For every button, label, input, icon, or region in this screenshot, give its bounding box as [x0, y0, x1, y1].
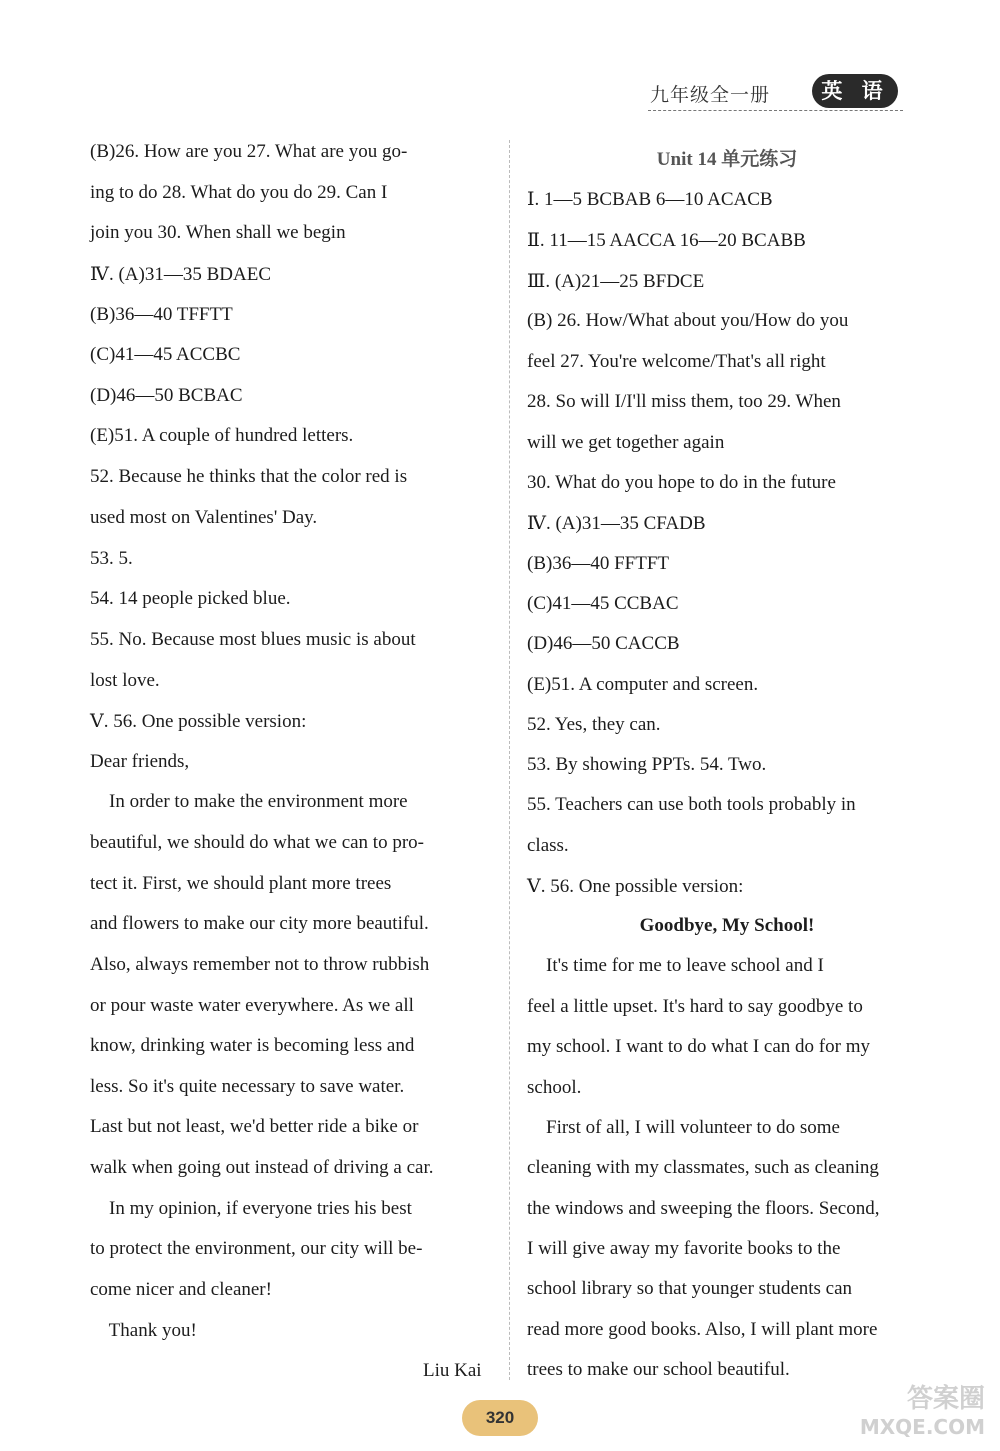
page-number: 320 — [462, 1400, 538, 1436]
text-line: less. So it's quite necessary to save water. — [90, 1076, 405, 1097]
text-line: walk when going out instead of driving a car. — [90, 1157, 434, 1178]
text-line: (C)41—45 CCBAC — [527, 593, 679, 614]
text-line: 55. Teachers can use both tools probably in — [527, 794, 856, 815]
text-line: It's time for me to leave school and I — [527, 955, 824, 976]
text-line: beautiful, we should do what we can to pro- — [90, 832, 424, 853]
unit-title: Unit 14 单元练习 — [656, 149, 798, 170]
text-line: my school. I want to do what I can do for my — [527, 1036, 870, 1057]
text-line: used most on Valentines' Day. — [90, 507, 318, 528]
text-line: the windows and sweeping the floors. Second, — [527, 1198, 880, 1219]
watermark-logo — [820, 1385, 985, 1445]
subject-badge: 英 语 — [812, 74, 898, 108]
text-line: Ⅳ. (A)31—35 CFADB — [527, 513, 706, 534]
text-line: (E)51. A couple of hundred letters. — [90, 425, 354, 446]
text-line: read more good books. Also, I will plant more — [527, 1319, 878, 1340]
text-line: (B)36—40 TFFTT — [90, 304, 233, 325]
text-line: ing to do 28. What do you do 29. Can I — [90, 182, 388, 203]
text-line: (D)46—50 BCBAC — [90, 385, 243, 406]
text-line: Ⅰ. 1—5 BCBAB 6—10 ACACB — [527, 189, 773, 210]
text-line: 53. 5. — [90, 548, 133, 569]
text-line: I will give away my favorite books to the — [527, 1238, 841, 1259]
text-line: (B) 26. How/What about you/How do you — [527, 310, 849, 331]
text-line: Ⅲ. (A)21—25 BFDCE — [527, 271, 705, 292]
text-line: Also, always remember not to throw rubbish — [90, 954, 430, 975]
text-line: feel a little upset. It's hard to say goodbye to — [527, 996, 863, 1017]
text-line: and flowers to make our city more beautiful. — [90, 913, 429, 934]
text-line: Dear friends, — [90, 751, 190, 772]
essay-title: Goodbye, My School! — [639, 915, 815, 936]
text-line: come nicer and cleaner! — [90, 1279, 272, 1300]
text-line: (C)41—45 ACCBC — [90, 344, 241, 365]
text-line: cleaning with my classmates, such as cleaning — [527, 1157, 879, 1178]
column-divider — [509, 140, 510, 1380]
text-line: to protect the environment, our city will be- — [90, 1238, 423, 1259]
text-line: Ⅳ. (A)31—35 BDAEC — [90, 264, 272, 285]
header-rule — [648, 110, 903, 111]
text-line: Ⅴ. 56. One possible version: — [527, 876, 744, 897]
text-line: Thank you! — [90, 1320, 197, 1341]
text-line: Last but not least, we'd better ride a bike or — [90, 1116, 419, 1137]
text-line: know, drinking water is becoming less and — [90, 1035, 415, 1056]
text-line: First of all, I will volunteer to do some — [527, 1117, 840, 1138]
text-line: In order to make the environment more — [90, 791, 408, 812]
text-line: lost love. — [90, 670, 160, 691]
text-line: (D)46—50 CACCB — [527, 633, 680, 654]
text-line: tect it. First, we should plant more trees — [90, 873, 392, 894]
text-line: trees to make our school beautiful. — [527, 1359, 790, 1380]
text-line: 28. So will I/I'll miss them, too 29. When — [527, 391, 841, 412]
text-line: or pour waste water everywhere. As we all — [90, 995, 414, 1016]
text-line: (E)51. A computer and screen. — [527, 674, 759, 695]
text-line: class. — [527, 835, 569, 856]
text-line: (B)36—40 FFTFT — [527, 553, 669, 574]
signature-name: Liu Kai — [423, 1360, 482, 1381]
text-line: (B)26. How are you 27. What are you go- — [90, 141, 408, 162]
watermark-line-2: MXQE.COM — [859, 1415, 985, 1439]
watermark-line-1: 答案圈 — [906, 1384, 985, 1414]
text-line: school library so that younger students can — [527, 1278, 853, 1299]
page-header — [640, 74, 910, 114]
text-line: 30. What do you hope to do in the future — [527, 472, 836, 493]
text-line: Ⅱ. 11—15 AACCA 16—20 BCABB — [527, 230, 806, 251]
text-line: 55. No. Because most blues music is about — [90, 629, 416, 650]
text-line: school. — [527, 1077, 582, 1098]
text-line: 53. By showing PPTs. 54. Two. — [527, 754, 767, 775]
text-line: will we get together again — [527, 432, 725, 453]
text-line: join you 30. When shall we begin — [90, 222, 346, 243]
text-line: Ⅴ. 56. One possible version: — [90, 711, 307, 732]
book-title: 九年级全一册 — [650, 84, 771, 106]
text-line: feel 27. You're welcome/That's all right — [527, 351, 826, 372]
text-line: 52. Because he thinks that the color red is — [90, 466, 408, 487]
text-line: In my opinion, if everyone tries his best — [90, 1198, 412, 1219]
text-line: 52. Yes, they can. — [527, 714, 661, 735]
text-line: 54. 14 people picked blue. — [90, 588, 291, 609]
